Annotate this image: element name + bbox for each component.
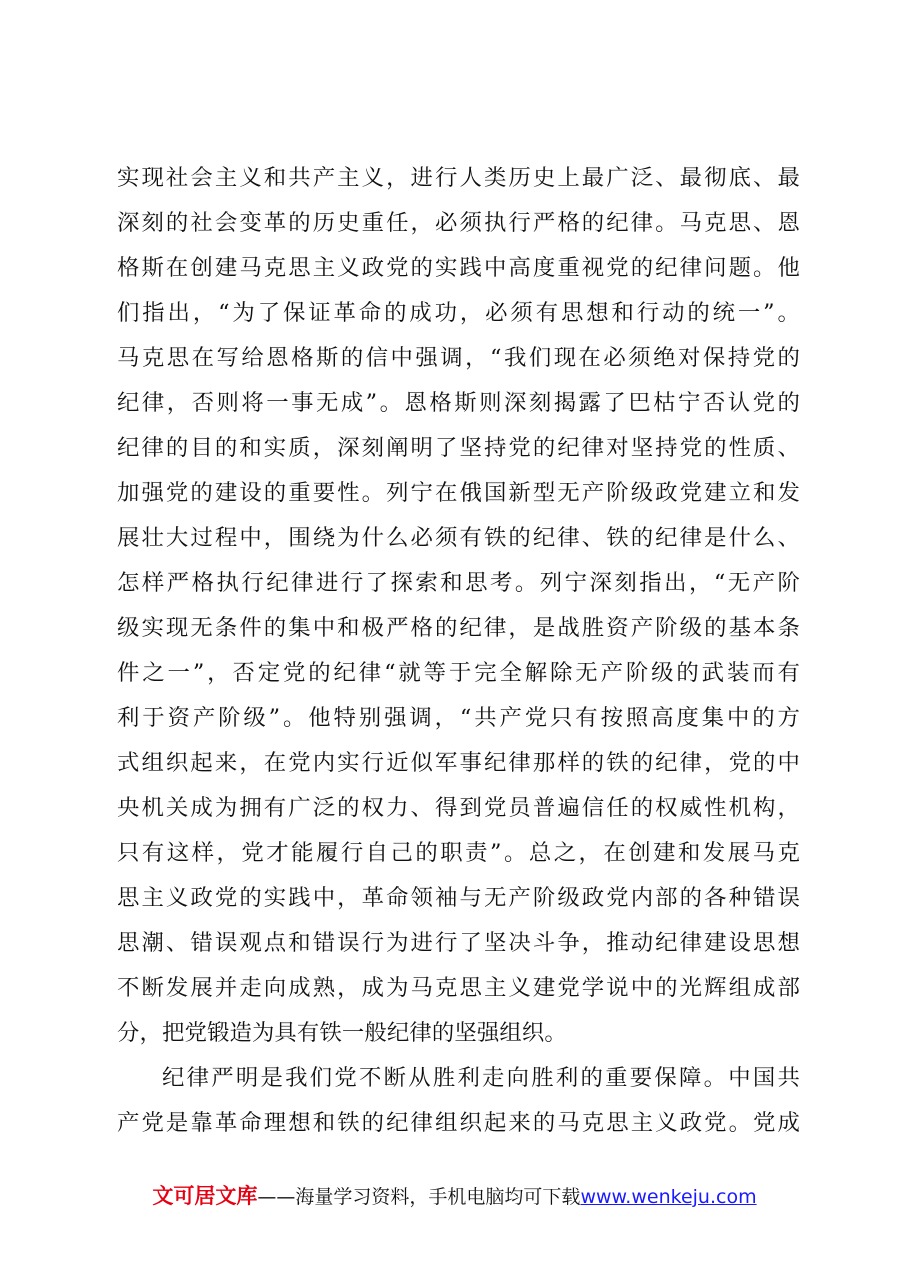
text-line: 式组织起来，在党内实行近似军事纪律那样的铁的纪律，党的中 — [117, 750, 800, 776]
footer — [0, 1182, 909, 1211]
text-line: 思潮、错误观点和错误行为进行了坚决斗争，推动纪律建设思想 — [117, 930, 800, 956]
text-line: 产党是靠革命理想和铁的纪律组织起来的马克思主义政党。党成 — [117, 1110, 800, 1136]
text-line: 深刻的社会变革的历史重任，必须执行严格的纪律。马克思、恩 — [117, 210, 800, 236]
footer-tagline: ——海量学习资料，手机电脑均可下载 — [257, 1186, 581, 1208]
text-line: 纪律严明是我们党不断从胜利走向胜利的重要保障。中国共 — [162, 1065, 800, 1091]
text-line: 加强党的建设的重要性。列宁在俄国新型无产阶级政党建立和发 — [117, 480, 800, 506]
text-line: 只有这样，党才能履行自己的职责”。总之，在创建和发展马克 — [117, 840, 800, 866]
text-line: 纪律的目的和实质，深刻阐明了坚持党的纪律对坚持党的性质、 — [117, 435, 800, 461]
website-link[interactable]: www.wenkeju.com — [580, 1186, 757, 1208]
brand-name: 文可居文库 — [152, 1184, 258, 1208]
text-line: 不断发展并走向成熟，成为马克思主义建党学说中的光辉组成部 — [117, 975, 800, 1001]
text-line: 纪律，否则将一事无成”。恩格斯则深刻揭露了巴枯宁否认党的 — [117, 390, 800, 416]
text-line: 央机关成为拥有广泛的权力、得到党员普遍信任的权威性机构， — [117, 795, 800, 821]
text-line: 怎样严格执行纪律进行了探索和思考。列宁深刻指出，“无产阶 — [117, 570, 800, 596]
document-body — [117, 156, 800, 1146]
text-line: 分，把党锻造为具有铁一般纪律的坚强组织。 — [117, 1020, 567, 1046]
text-line: 级实现无条件的集中和极严格的纪律，是战胜资产阶级的基本条 — [117, 615, 800, 641]
text-line: 们指出，“为了保证革命的成功，必须有思想和行动的统一”。 — [117, 300, 800, 326]
text-line: 思主义政党的实践中，革命领袖与无产阶级政党内部的各种错误 — [117, 885, 800, 911]
text-line: 实现社会主义和共产主义，进行人类历史上最广泛、最彻底、最 — [117, 165, 800, 191]
text-line: 展壮大过程中，围绕为什么必须有铁的纪律、铁的纪律是什么、 — [117, 525, 800, 551]
text-line: 件之一”，否定党的纪律“就等于完全解除无产阶级的武装而有 — [117, 660, 800, 686]
text-line: 格斯在创建马克思主义政党的实践中高度重视党的纪律问题。他 — [117, 255, 800, 281]
text-line: 利于资产阶级”。他特别强调，“共产党只有按照高度集中的方 — [117, 705, 800, 731]
text-line: 马克思在写给恩格斯的信中强调，“我们现在必须绝对保持党的 — [117, 345, 800, 371]
